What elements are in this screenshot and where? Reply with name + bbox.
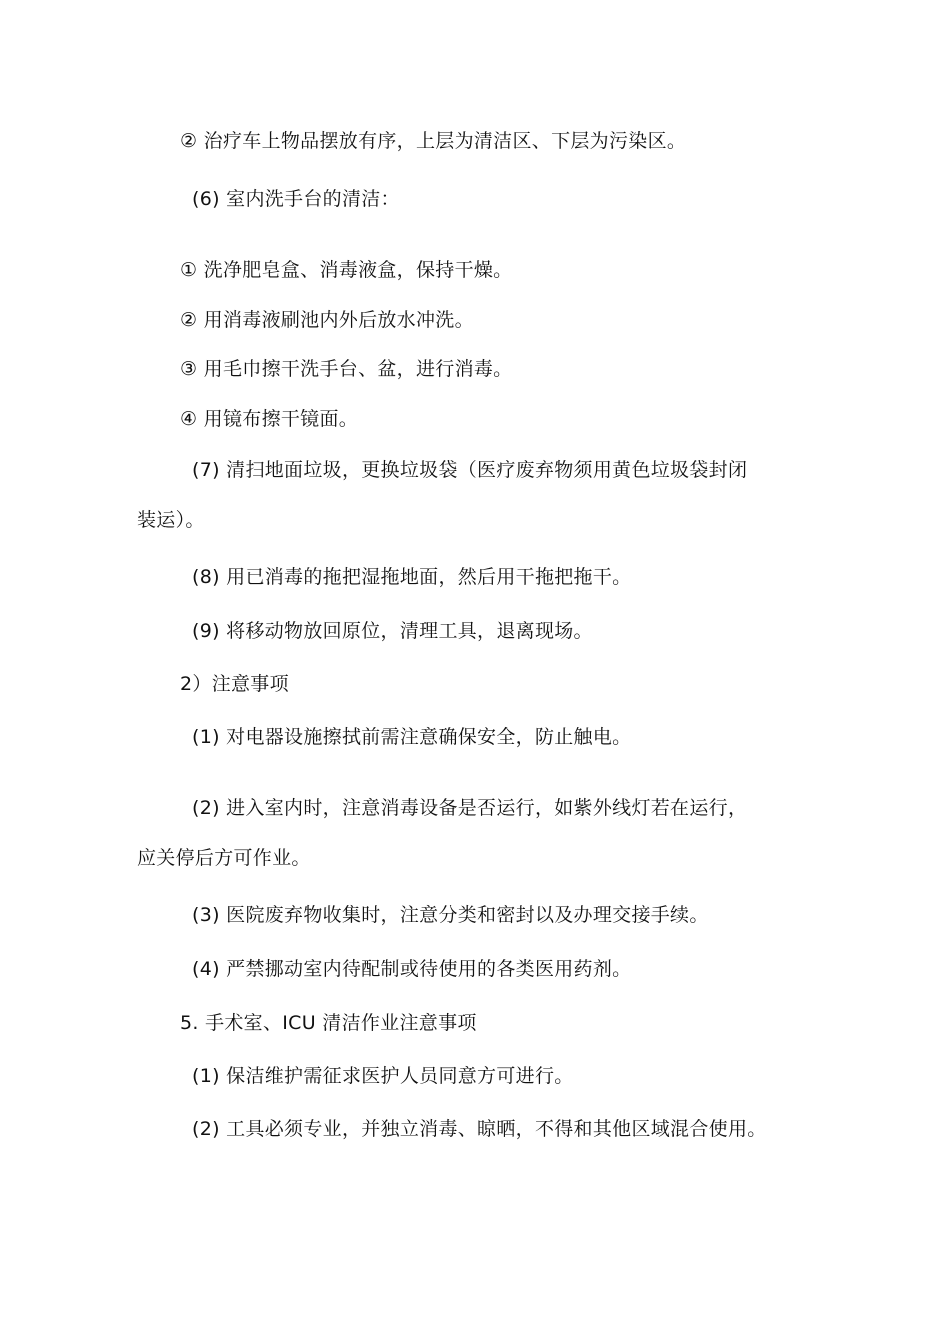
text-line-7: (7) 清扫地面垃圾，更换垃圾袋（医疗废弃物须用黄色垃圾袋封闭 bbox=[192, 459, 748, 481]
text-line-4: ② 用消毒液刷池内外后放水冲洗。 bbox=[180, 309, 474, 331]
text-line-13: (2) 进入室内时，注意消毒设备是否运行，如紫外线灯若在运行， bbox=[192, 797, 748, 819]
text-line-2: (6) 室内洗手台的清洁： bbox=[192, 188, 400, 210]
text-line-9: (8) 用已消毒的拖把湿拖地面，然后用干拖把拖干。 bbox=[192, 566, 632, 588]
text-line-1: ② 治疗车上物品摆放有序，上层为清洁区、下层为污染区。 bbox=[180, 130, 687, 152]
text-line-5: ③ 用毛巾擦干洗手台、盆，进行消毒。 bbox=[180, 358, 513, 380]
text-line-10: (9) 将移动物放回原位，清理工具，退离现场。 bbox=[192, 620, 593, 642]
text-line-6: ④ 用镜布擦干镜面。 bbox=[180, 408, 359, 430]
text-line-18: (1) 保洁维护需征求医护人员同意方可进行。 bbox=[192, 1065, 574, 1087]
text-line-16: (4) 严禁挪动室内待配制或待使用的各类医用药剂。 bbox=[192, 958, 632, 980]
text-line-8: 装运）。 bbox=[137, 509, 205, 531]
text-line-12: (1) 对电器设施擦拭前需注意确保安全，防止触电。 bbox=[192, 726, 632, 748]
text-line-3: ① 洗净肥皂盒、消毒液盒，保持干燥。 bbox=[180, 259, 513, 281]
text-line-19: (2) 工具必须专业，并独立消毒、晾晒，不得和其他区域混合使用。 bbox=[192, 1118, 767, 1140]
section-heading-or-icu: 5. 手术室、ICU 清洁作业注意事项 bbox=[180, 1012, 477, 1034]
text-line-15: (3) 医院废弃物收集时，注意分类和密封以及办理交接手续。 bbox=[192, 904, 709, 926]
section-heading-notes: 2）注意事项 bbox=[180, 673, 289, 695]
text-line-14: 应关停后方可作业。 bbox=[137, 847, 311, 869]
